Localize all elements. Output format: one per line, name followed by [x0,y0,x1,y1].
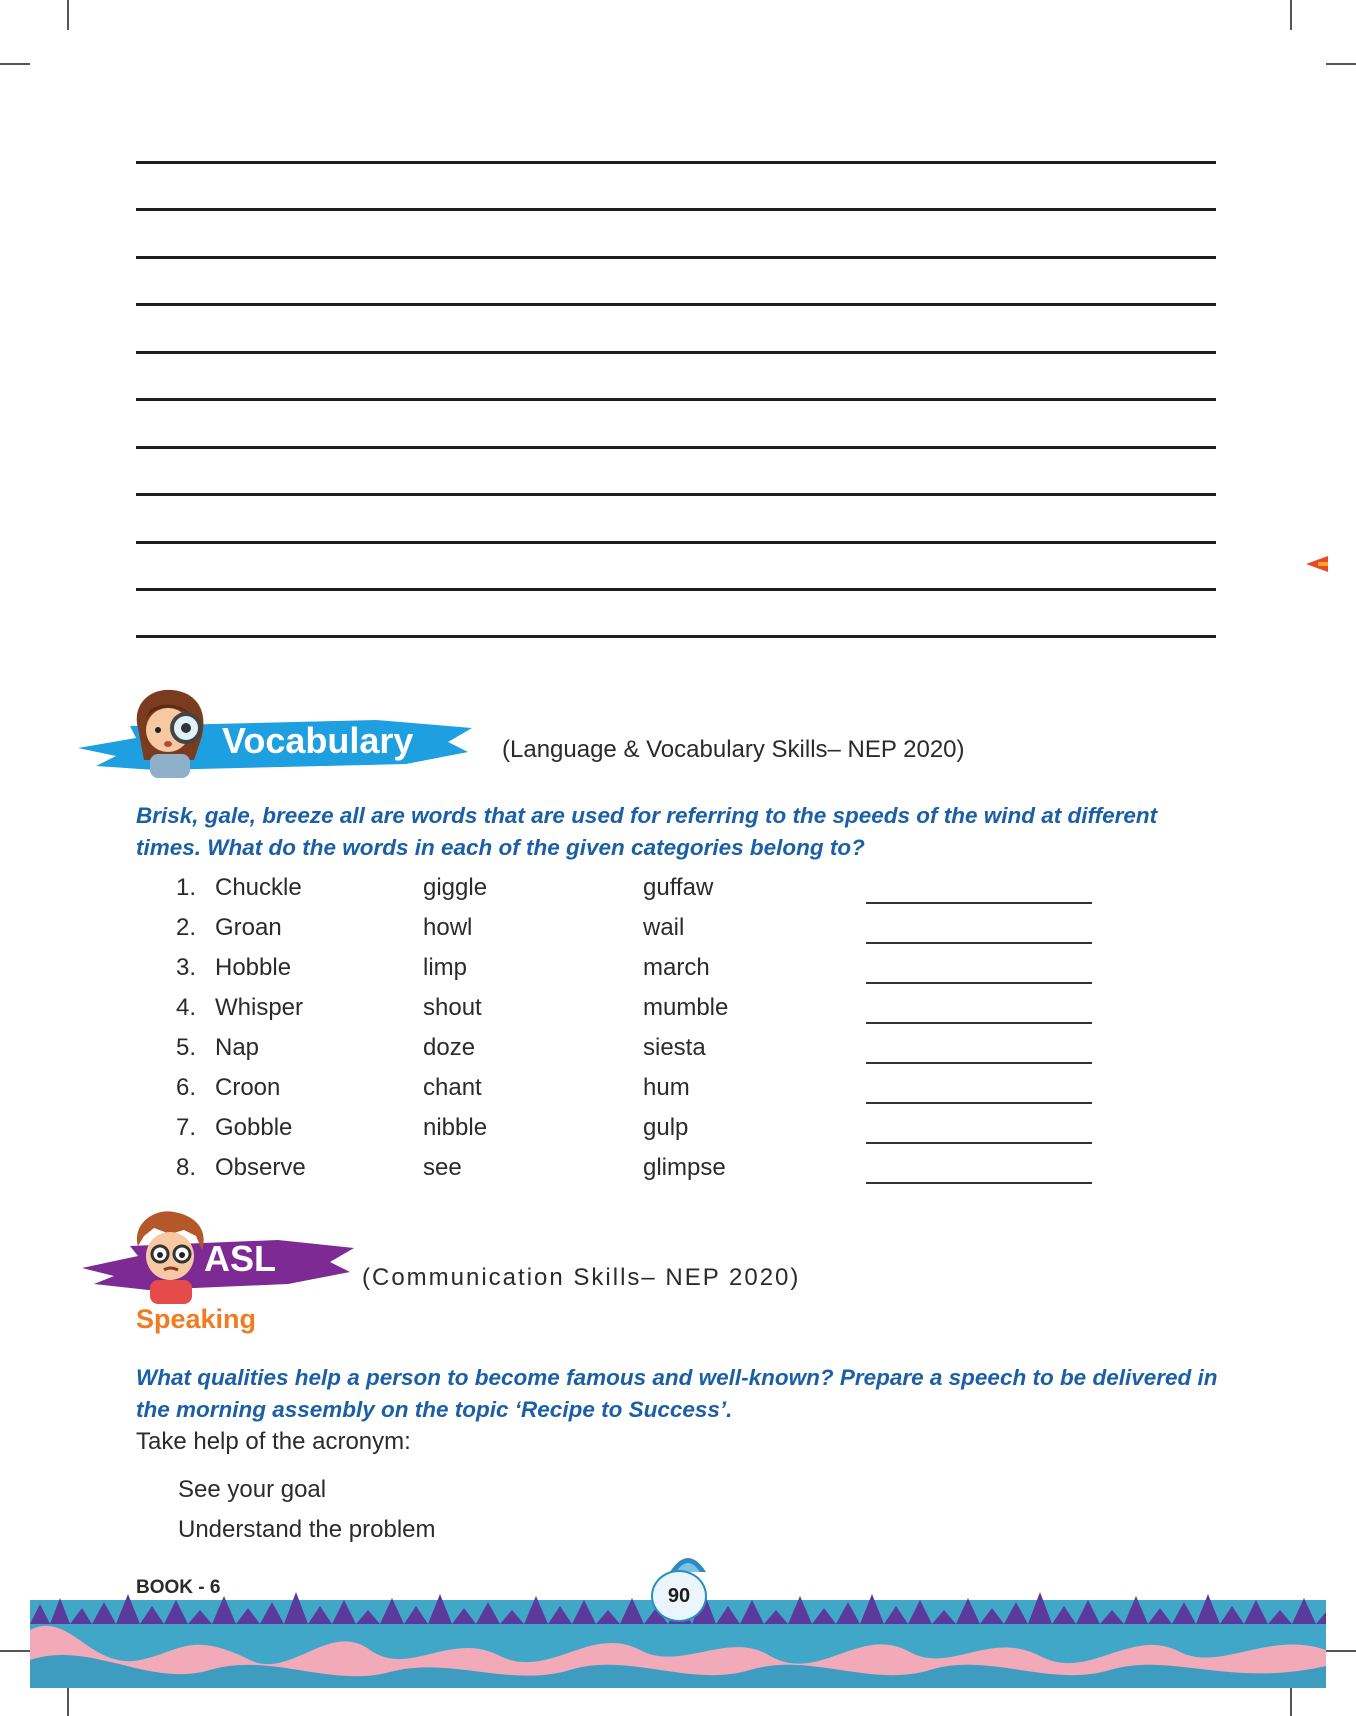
answer-blank[interactable] [866,1142,1092,1144]
boy-with-glasses-icon [126,1206,212,1306]
writing-line[interactable] [136,351,1216,354]
word-row [176,1154,1096,1194]
writing-line[interactable] [136,588,1216,591]
word-2: nibble [423,1114,488,1141]
acronym-intro: Take help of the acronym: [136,1428,411,1455]
crop-mark [67,0,69,30]
asl-subtitle: (Communication Skills– NEP 2020) [362,1264,801,1291]
word-3: march [643,954,710,981]
word-3: mumble [643,994,729,1021]
word-1: Croon [215,1074,281,1101]
asl-title: ASL [204,1238,276,1279]
answer-blank[interactable] [866,1022,1092,1024]
vocabulary-title: Vocabulary [222,720,414,761]
speaking-heading: Speaking [136,1304,257,1334]
answer-blank[interactable] [866,1102,1092,1104]
answer-blank[interactable] [866,942,1092,944]
word-row [176,914,1096,954]
word-3: hum [643,1074,690,1101]
writing-line[interactable] [136,493,1216,496]
crop-mark [1326,1650,1356,1652]
word-1: Hobble [215,954,292,981]
word-1: Nap [215,1034,260,1061]
crop-mark [0,1650,30,1652]
word-row [176,1034,1096,1074]
word-row [176,954,1096,994]
row-number: 8. [176,1154,197,1181]
word-3: siesta [643,1034,706,1061]
answer-blank[interactable] [866,902,1092,904]
writing-line[interactable] [136,398,1216,401]
writing-line[interactable] [136,446,1216,449]
word-2: howl [423,914,473,941]
word-3: wail [643,914,685,941]
crop-mark [1326,63,1356,65]
word-1: Chuckle [215,874,302,901]
writing-line[interactable] [136,635,1216,638]
word-row [176,1074,1096,1114]
vocabulary-banner [76,686,476,786]
acronym-item: Understand the problem [178,1516,436,1543]
word-2: doze [423,1034,476,1061]
word-1: Whisper [215,994,304,1021]
word-1: Gobble [215,1114,293,1141]
writing-line[interactable] [136,161,1216,164]
vocabulary-question: Brisk, gale, breeze all are words that are used for referring to the speeds of the wind at different times. What do the words in each of the given categories belong to? [136,803,1158,860]
vocabulary-subtitle: (Language & Vocabulary Skills– NEP 2020) [502,736,965,763]
word-row [176,1114,1096,1154]
row-number: 1. [176,874,197,901]
crop-mark [1290,0,1292,30]
word-row [176,994,1096,1034]
word-1: Observe [215,1154,306,1181]
page-number: 90 [651,1570,707,1622]
word-2: giggle [423,874,488,901]
row-number: 5. [176,1034,197,1061]
writing-line[interactable] [136,541,1216,544]
row-number: 3. [176,954,197,981]
word-2: shout [423,994,482,1021]
word-3: guffaw [643,874,714,901]
row-number: 2. [176,914,197,941]
word-2: limp [423,954,468,981]
word-1: Groan [215,914,282,941]
answer-blank[interactable] [866,982,1092,984]
word-3: glimpse [643,1154,726,1181]
crop-mark [1290,1686,1292,1716]
writing-line[interactable] [136,208,1216,211]
margin-arrow-icon [1306,556,1328,572]
word-3: gulp [643,1114,689,1141]
asl-banner [78,1210,358,1310]
crop-mark [0,63,30,65]
book-label: BOOK - 6 [136,1577,221,1598]
answer-blank[interactable] [866,1062,1092,1064]
row-number: 4. [176,994,197,1021]
row-number: 7. [176,1114,197,1141]
girl-with-magnifier-icon [124,682,216,782]
writing-line[interactable] [136,303,1216,306]
row-number: 6. [176,1074,197,1101]
answer-blank[interactable] [866,1182,1092,1184]
writing-line[interactable] [136,256,1216,259]
crop-mark [67,1686,69,1716]
acronym-item: See your goal [178,1476,327,1503]
word-2: see [423,1154,462,1181]
word-2: chant [423,1074,482,1101]
word-row [176,874,1096,914]
asl-question: What qualities help a person to become famous and well-known? Prepare a speech to be delivered in the morning assembly on the topic ‘Recipe to Success’. [136,1365,1218,1422]
